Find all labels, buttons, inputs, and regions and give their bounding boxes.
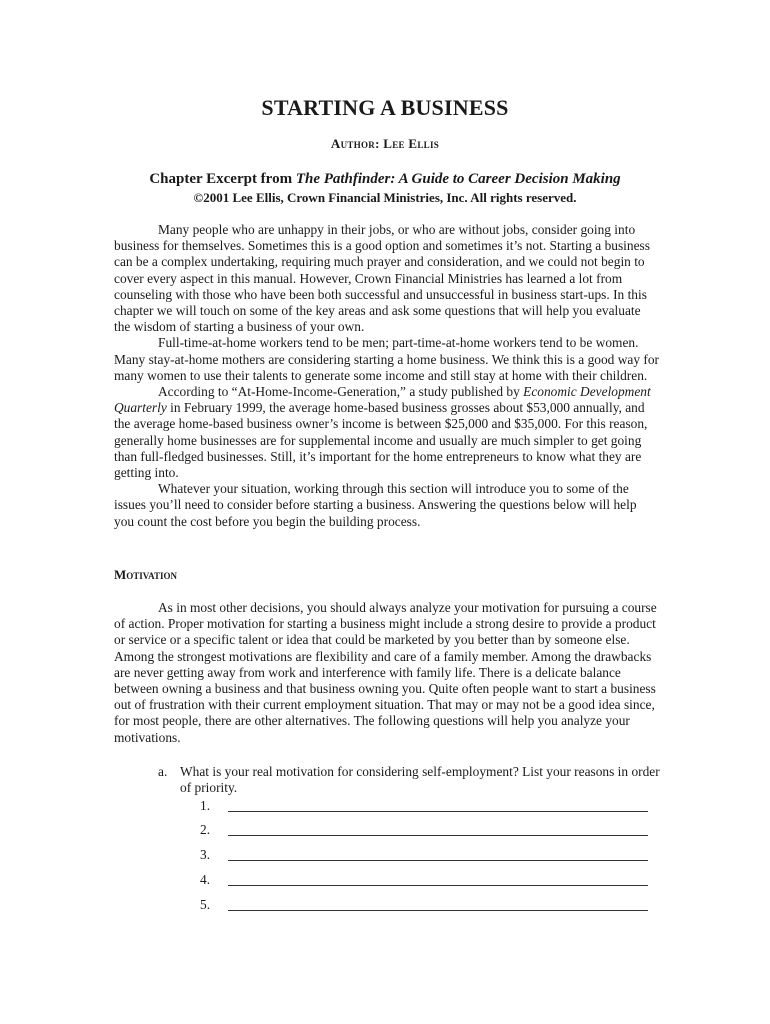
intro-paragraph-3 (114, 384, 659, 481)
answer-line-1[interactable] (200, 798, 650, 816)
journal-title: Economic Development Quarterly (114, 384, 651, 416)
motivation-paragraph: As in most other decisions, you should always analyze your motivation for pursuing a course of action. Proper motivation for starting a business might include a strong desire to provide a product or service or a specific talent or idea that could be marketed by you better than by someone else. Among the strongest motivations are flexibility and care of a family member. Among the drawbacks are never getting away from work and interference with family life. There is a delicate balance between owning a business and that business owning you. Quite often people want to start a business out of frustration with their current employment situation. That may or may not be a good idea since, for most people, there are other alternatives. The following questions will help you analyze your motivations. (114, 600, 657, 745)
answer-rule (228, 885, 648, 886)
answer-number: 1. (200, 798, 211, 813)
answer-rule (228, 860, 648, 861)
answer-rule (228, 910, 648, 911)
answer-rule (228, 835, 648, 836)
answer-number: 4. (200, 872, 211, 887)
intro-paragraph-2: Full-time-at-home workers tend to be men; part-time-at-home workers tend to be women. Many stay-at-home mothers are considering starting a home business. We think this is a good way for many women to use their talents to generate some income and still stay at home with their children. (114, 335, 659, 383)
answer-line-5[interactable] (200, 897, 650, 915)
book-title: The Pathfinder: A Guide to Career Decision Making (295, 171, 621, 187)
subtitle-prefix: Chapter Excerpt from (149, 171, 296, 187)
answer-line-2[interactable] (200, 822, 650, 840)
document-title: STARTING A BUSINESS (261, 95, 509, 120)
question-text: What is your real motivation for considering self-employment? List your reasons in order of priority. (180, 764, 660, 796)
answer-line-3[interactable] (200, 847, 650, 865)
motivation-section (114, 600, 659, 746)
intro-section (114, 222, 659, 530)
p3-prefix: According to “At-Home-Income-Generation,” a study published by (158, 384, 524, 400)
answer-number: 2. (200, 822, 211, 837)
answer-line-4[interactable] (200, 872, 650, 890)
intro-paragraph-1: Many people who are unhappy in their jobs, or who are without jobs, consider going into business for themselves. Sometimes this is a good option and sometimes it’s not. Starting a business can be a complex undertaking, requiring much prayer and consideration, and we could not begin to cover every aspect in this manual. However, Crown Financial Ministries has learned a lot from counseling with those who have been both successful and unsuccessful in business start-ups. In this chapter we will touch on some of the key areas and ask some questions that will help you evaluate the wisdom of starting a business of your own. (114, 222, 650, 335)
copyright-line: ©2001 Lee Ellis, Crown Financial Ministries, Inc. All rights reserved. (193, 190, 577, 205)
answer-number: 3. (200, 847, 211, 862)
intro-paragraph-4: Whatever your situation, working through this section will introduce you to some of the issues you’ll need to consider before starting a business. Answering the questions below will help you count the cost before you begin the building process. (114, 481, 637, 529)
motivation-heading: Motivation (114, 567, 177, 582)
author-line: Author: Lee Ellis (330, 136, 440, 151)
question-letter: a. (158, 764, 168, 779)
answer-number: 5. (200, 897, 211, 912)
answer-rule (228, 811, 648, 812)
chapter-subtitle (0, 171, 770, 188)
p3-suffix: in February 1999, the average home-based business grosses about $53,000 annually, and the average home-based business owner’s income is between $25,000 and $35,000. For this reason, generally home businesses are for supplemental income and usually are much simpler to get going than full-fledged businesses. Still, it’s important for the home entrepreneurs to know what they are getting into. (114, 400, 648, 481)
